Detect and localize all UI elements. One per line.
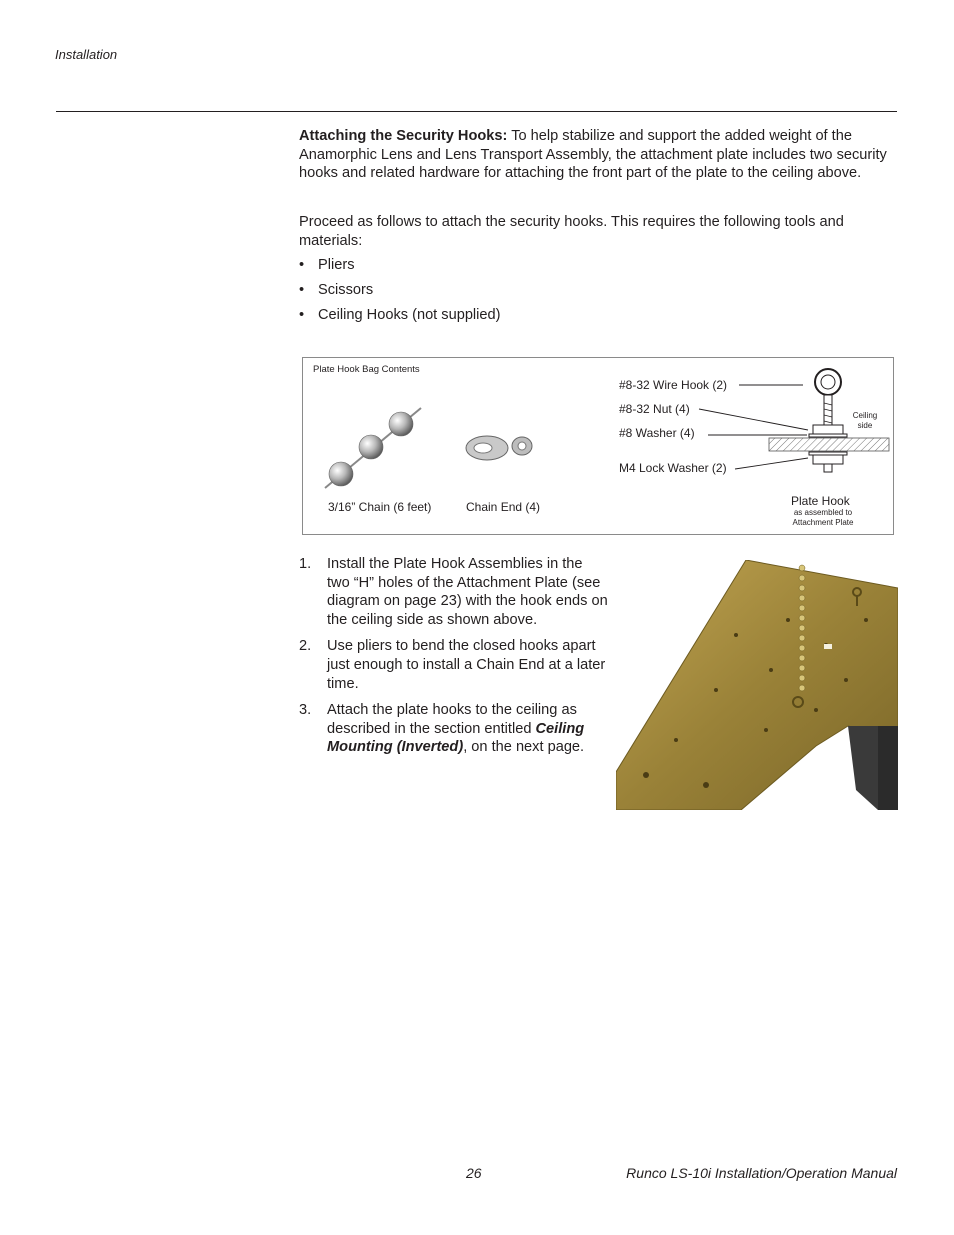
tool-label: Scissors [318, 282, 374, 298]
header-rule [56, 111, 897, 112]
chain-image [325, 408, 421, 488]
bullet-marker: • [299, 307, 305, 323]
page-number: 26 [466, 1165, 482, 1181]
running-header: Installation [55, 47, 118, 62]
step-text-tail: , on the next page. [463, 739, 585, 756]
chain-end-image [466, 436, 532, 460]
list-item [299, 701, 609, 757]
chain-end-label: Chain End (4) [466, 500, 541, 514]
intro-heading: Attaching the Security Hooks: [299, 128, 508, 144]
list-item [299, 281, 501, 306]
ceiling-side-line2: side [857, 421, 873, 430]
list-item [299, 306, 501, 331]
plate-hook-sublabel [779, 508, 867, 528]
step-text: Install the Plate Hook Assemblies in the two “H” holes of the Attachment Plate (see diagram on page 23) with the hook ends on the ceiling side as shown above. [327, 556, 608, 628]
attachment-plate-photo [616, 560, 898, 810]
manual-title: Runco LS-10i Installation/Operation Manual [626, 1165, 897, 1181]
tool-label: Ceiling Hooks (not supplied) [318, 307, 501, 323]
attachment-plate-image [616, 560, 898, 810]
plate-hook-label: Plate Hook [791, 494, 850, 508]
step-number: 1. [299, 556, 312, 572]
intro-paragraph [299, 127, 895, 183]
list-item [299, 555, 609, 629]
step-number: 3. [299, 702, 312, 719]
lock-washer-label: M4 Lock Washer (2) [619, 461, 727, 475]
tool-label: Pliers [318, 257, 355, 273]
nut-label: #8-32 Nut (4) [619, 402, 690, 416]
wire-hook-label: #8-32 Wire Hook (2) [619, 378, 728, 392]
tools-list [299, 256, 501, 331]
bullet-marker: • [299, 257, 305, 273]
list-item [299, 256, 501, 281]
intro-text: To help stabilize and support the added weight of the Anamorphic Lens and Lens Transport Assembly, the attachment plate includes two security hooks and related hardware for attaching the front part of the plate to the ceiling above. [299, 128, 887, 182]
section-reference: Ceiling Mounting (Inverted) [327, 720, 585, 756]
plate-hook-sub2: Attachment Plate [792, 518, 854, 527]
plate-hook-figure [302, 357, 894, 535]
ceiling-side-line1: Ceiling [852, 411, 878, 420]
ceiling-side-label [847, 411, 883, 431]
proceed-paragraph: Proceed as follows to attach the security hooks. This requires the following tools and materials: [299, 214, 844, 249]
chain-label: 3/16” Chain (6 feet) [328, 500, 432, 514]
plate-hook-sub1: as assembled to [793, 508, 853, 517]
steps-list [299, 555, 609, 765]
bullet-marker: • [299, 282, 305, 298]
step-text: Use pliers to bend the closed hooks apart just enough to install a Chain End at a later time. [327, 638, 606, 692]
leader-lines [699, 385, 808, 469]
list-item [299, 637, 609, 693]
washer-label: #8 Washer (4) [619, 426, 695, 440]
step-number: 2. [299, 638, 312, 655]
step-text: Attach the plate hooks to the ceiling as described in the section entitled [327, 702, 577, 737]
figure-title: Plate Hook Bag Contents [313, 364, 420, 375]
